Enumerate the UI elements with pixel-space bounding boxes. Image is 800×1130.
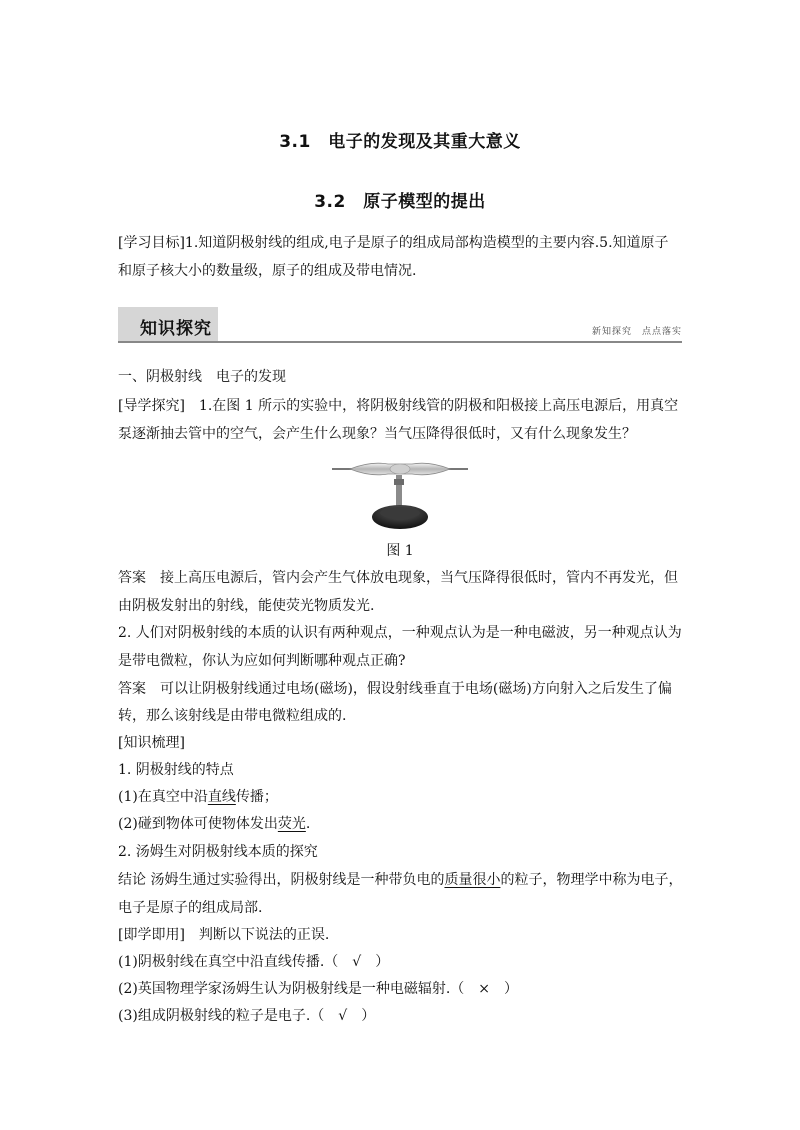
point-2-suffix: 的粒子，物理学中称为电子， (500, 872, 683, 888)
learning-goals-line-2: 和原子核大小的数量级，原子的组成及带电情况. (118, 263, 417, 279)
answer-1-line-1: 答案 接上高压电源后，管内会产生气体放电现象，当气压降得很低时，管内不再发光，但 (118, 570, 678, 586)
section-heading: 一、阴极射线 电子的发现 (118, 369, 286, 385)
point-1-b-suffix: . (305, 816, 311, 832)
point-1-a-prefix: (1)在真空中沿 (118, 789, 208, 805)
title-section-3-2: 3.2 原子模型的提出 (314, 192, 486, 212)
question-1-line-1: [导学探究] 1.在图 1 所示的实验中，将阴极射线管的阴极和阳极接上高压电源后，用真空 (118, 398, 679, 414)
point-1-b-prefix: (2)碰到物体可使物体发出 (118, 816, 278, 832)
point-2-prefix: 结论 汤姆生通过实验得出，阴极射线是一种带负电的 (118, 872, 445, 888)
point-1-a-underlined: 直线 (207, 789, 236, 805)
learning-goals-line-1: [学习目标]1.知道阴极射线的组成,电子是原子的组成局部构造模型的主要内容.5.知道原子 (118, 235, 669, 251)
question-1-line-2: 泵逐渐抽去管中的空气，会产生什么现象？当气压降得很低时，又有什么现象发生？ (118, 426, 636, 442)
practice-item-3: (3)组成阴极射线的粒子是电子.（ √ ） (118, 1008, 376, 1024)
title-section-3-1: 3.1 电子的发现及其重大意义 (279, 132, 521, 152)
practice-heading: [即学即用] 判断以下说法的正误. (118, 927, 330, 943)
point-1-a-suffix: 传播； (235, 789, 278, 805)
knowledge-heading: [知识梳理] (118, 735, 185, 751)
cathode-ray-tube-figure (330, 455, 470, 535)
point-2-title: 2. 汤姆生对阴极射线本质的探究 (118, 844, 318, 860)
point-1-b-underlined: 荧光 (277, 816, 306, 832)
answer-1-line-2: 由阴极发射出的射线，能使荧光物质发光. (118, 598, 375, 614)
point-2-underlined: 质量很小 (444, 872, 501, 888)
point-1-b (118, 814, 310, 834)
question-2-line-2: 是带电微粒，你认为应如何判断哪种观点正确? (118, 653, 406, 669)
point-1-title: 1. 阴极射线的特点 (118, 762, 234, 778)
question-2-line-1: 2. 人们对阴极射线的本质的认识有两种观点，一种观点认为是一种电磁波，另一种观点认为 (118, 625, 682, 641)
answer-2-line-2: 转，那么该射线是由带电微粒组成的. (118, 708, 347, 724)
point-2-conclusion (118, 870, 682, 890)
section-banner-subtitle: 新知探究 点点落实 (591, 327, 682, 337)
section-banner-title: 知识探究 (140, 319, 212, 339)
figure-caption: 图 1 (386, 543, 414, 559)
practice-item-2: (2)英国物理学家汤姆生认为阴极射线是一种电磁辐射.（ × ） (118, 981, 519, 997)
point-1-a (118, 787, 278, 807)
point-2-line-2: 电子是原子的组成局部. (118, 900, 263, 916)
answer-2-line-1: 答案 可以让阴极射线通过电场(磁场)，假设射线垂直于电场(磁场)方向射入之后发生了偏 (118, 681, 672, 697)
section-banner-rule (118, 341, 682, 343)
practice-item-1: (1)阴极射线在真空中沿直线传播.（ √ ） (118, 954, 390, 970)
